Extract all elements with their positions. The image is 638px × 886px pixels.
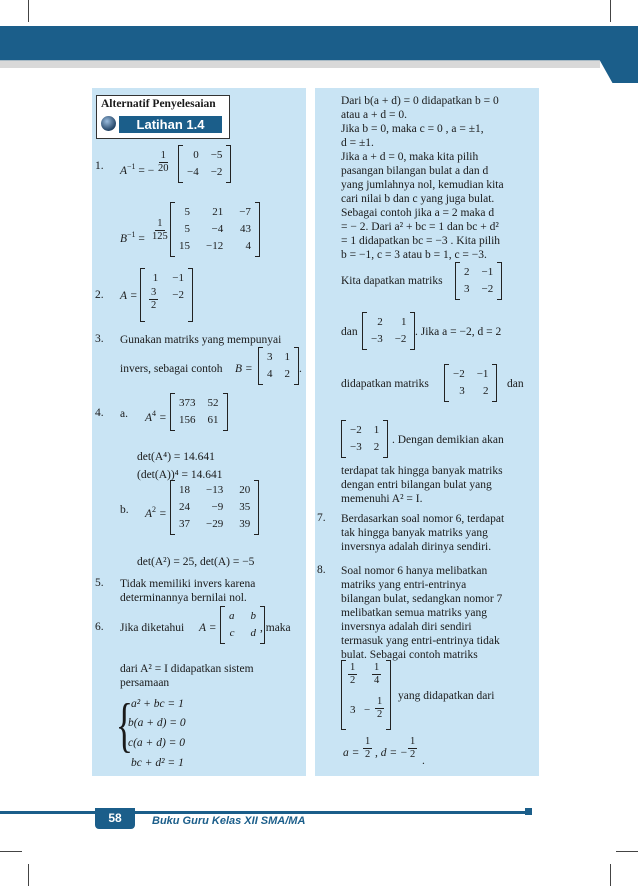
det-line: (det(A))⁴ = 14.641 — [137, 469, 223, 481]
sub-label: b. — [120, 504, 129, 516]
matrix-m4: −2 1 −3 2 — [341, 420, 388, 458]
matrix-a4: 373 52 156 61 — [170, 393, 228, 431]
rtext: bilangan bulat, sedangkan nomor 7 — [341, 593, 503, 605]
a4-lhs: $A^4$ = — [145, 409, 167, 424]
minus-sign: − — [364, 704, 371, 716]
ainv-lhs: $A^{-1}$ = − — [120, 162, 155, 177]
rtext: yang didapatkan dari — [398, 690, 495, 702]
globe-icon — [101, 116, 116, 131]
final-end: . — [422, 755, 425, 767]
a2-lhs: A = — [120, 290, 138, 302]
fraction: $\frac{1}{2}$ — [365, 736, 371, 760]
rtext: Dari b(a + d) = 0 didapatkan b = 0 — [341, 95, 499, 107]
item-number: 4. — [95, 407, 104, 419]
rtext: . Dengan demikian akan — [392, 434, 504, 446]
system-brace: { — [115, 692, 134, 758]
header-shadow — [0, 60, 600, 68]
b4-lhs: $A^2$ = — [145, 505, 167, 520]
item-number: 5. — [95, 577, 104, 589]
matrix-m5 — [341, 660, 391, 730]
item-number: 7. — [317, 512, 326, 524]
rtext: pasangan bilangan bulat a dan d — [341, 165, 489, 177]
fraction: $\frac{1}{2}$ — [377, 696, 383, 720]
rtext: matriks yang entri-entrinya — [341, 579, 467, 591]
rtext: terdapat tak hingga banyak matriks — [341, 465, 503, 477]
rtext: tak hingga banyak matriks yang — [341, 527, 488, 539]
item-number: 1. — [95, 160, 104, 172]
binv-lhs: $B^{-1}$ = — [120, 230, 145, 245]
rtext: dengan entri bilangan bulat yang — [341, 479, 492, 491]
solution-box — [96, 95, 230, 139]
matrix-m2: 2 1 −3 −2 — [362, 312, 415, 350]
equation: b(a + d) = 0 — [128, 717, 186, 729]
rtext: inversnya adalah diri sendiri — [341, 621, 472, 633]
page-number: 58 — [95, 808, 135, 829]
header-band — [0, 26, 638, 83]
box-title: Alternatif Penyelesaian — [101, 98, 216, 110]
exercise-badge: Latihan 1.4 — [119, 116, 222, 133]
det-line: det(A²) = 25, det(A) = −5 — [137, 556, 255, 568]
rtext: Kita dapatkan matriks — [341, 275, 443, 287]
binv-fraction: $\frac{1}{125}$ — [152, 218, 168, 242]
crop-mark — [28, 0, 29, 22]
footer-rule — [0, 811, 530, 814]
item6-text: persamaan — [120, 677, 170, 689]
rtext: . Jika a = −2, d = 2 — [415, 326, 502, 338]
item6-text: dari A² = I didapatkan sistem — [120, 663, 254, 675]
item6-text: , maka — [260, 622, 291, 634]
item3-text: invers, sebagai contoh — [120, 363, 223, 375]
rtext: d = ±1. — [341, 137, 374, 149]
crop-mark — [616, 851, 638, 852]
rtext: cari nilai b dan c yang juga bulat. — [341, 193, 495, 205]
det-line: det(A⁴) = 14.641 — [137, 451, 215, 463]
rtext: Sebagai contoh jika a = 2 maka d — [341, 207, 495, 219]
rtext: atau a + d = 0. — [341, 109, 407, 121]
final-sep: , d = − — [375, 747, 408, 759]
equation: a² + bc = 1 — [131, 698, 184, 710]
matrix-a2: 1 −1 $\frac{3}{2}$ −2 — [140, 268, 193, 322]
rtext: dan — [507, 378, 524, 390]
rtext: Soal nomor 6 hanya melibatkan — [341, 565, 488, 577]
equation: c(a + d) = 0 — [128, 737, 186, 749]
final-a: a = — [343, 747, 360, 759]
matrix-ainv: 0 −5 −4 −2 — [178, 145, 231, 183]
ainv-fraction: $\frac{1}{20}$ — [158, 150, 169, 174]
footer-square — [525, 808, 532, 815]
equation: bc + d² = 1 — [131, 757, 184, 769]
matrix-a6: a b c d — [220, 606, 265, 644]
rtext: = − 2. Dari a² + bc = 1 dan bc + d² — [341, 221, 499, 233]
matrix-m3: −2 −1 3 2 — [444, 364, 497, 402]
item-number: 2. — [95, 289, 104, 301]
rtext: Jika b = 0, maka c = 0 , a = ±1, — [341, 123, 484, 135]
a6-lhs: A = — [199, 622, 217, 634]
rtext: b = −1, c = 3 atau b = 1, c = −3. — [341, 249, 487, 261]
crop-mark — [28, 864, 29, 886]
matrix-m1: 2 −1 3 −2 — [455, 262, 502, 300]
crop-mark — [610, 0, 611, 22]
item-number: 6. — [95, 621, 104, 633]
rtext: dan — [341, 326, 358, 338]
item5-text: determinannya bernilai nol. — [120, 592, 247, 604]
b3-lhs: B = — [235, 363, 253, 375]
rtext: inversnya adalah dirinya sendiri. — [341, 541, 492, 553]
book-title: Buku Guru Kelas XII SMA/MA — [152, 815, 306, 827]
item5-text: Tidak memiliki invers karena — [120, 578, 256, 590]
rtext: didapatkan matriks — [341, 378, 429, 390]
item-number: 8. — [317, 564, 326, 576]
matrix-cell: 3 — [350, 704, 356, 716]
rtext: memenuhi A² = I. — [341, 493, 423, 505]
matrix-b4: 18 −13 20 24 −9 35 37 −29 39 — [170, 480, 259, 535]
sub-label: a. — [120, 408, 128, 420]
item-number: 3. — [95, 333, 104, 345]
rtext: = 1 didapatkan bc = −3 . Kita pilih — [341, 235, 501, 247]
rtext: melibatkan semua matriks yang — [341, 607, 487, 619]
fraction: $\frac{1}{2}$ — [350, 662, 356, 686]
item6-text: Jika diketahui — [120, 622, 185, 634]
matrix-binv: 5 21 −7 5 −4 43 15 −12 4 — [170, 202, 260, 257]
rtext: yang jumlahnya nol, kemudian kita — [341, 179, 504, 191]
crop-mark — [0, 851, 22, 852]
rtext: Berdasarkan soal nomor 6, terdapat — [341, 513, 505, 525]
fraction: $\frac{1}{4}$ — [374, 662, 380, 686]
matrix-b3: 3 1 4 2 — [258, 347, 299, 385]
fraction: $\frac{1}{2}$ — [410, 736, 416, 760]
fraction: $\frac{3}{2}$ — [151, 287, 157, 311]
rtext: Jika a + d = 0, maka kita pilih — [341, 151, 479, 163]
crop-mark — [610, 864, 611, 886]
item3-text: Gunakan matriks yang mempunyai — [120, 334, 282, 346]
period: . — [299, 363, 302, 375]
rtext: termasuk yang entri-entrinya tidak — [341, 635, 500, 647]
rtext: bulat. Sebagai contoh matriks — [341, 649, 478, 661]
